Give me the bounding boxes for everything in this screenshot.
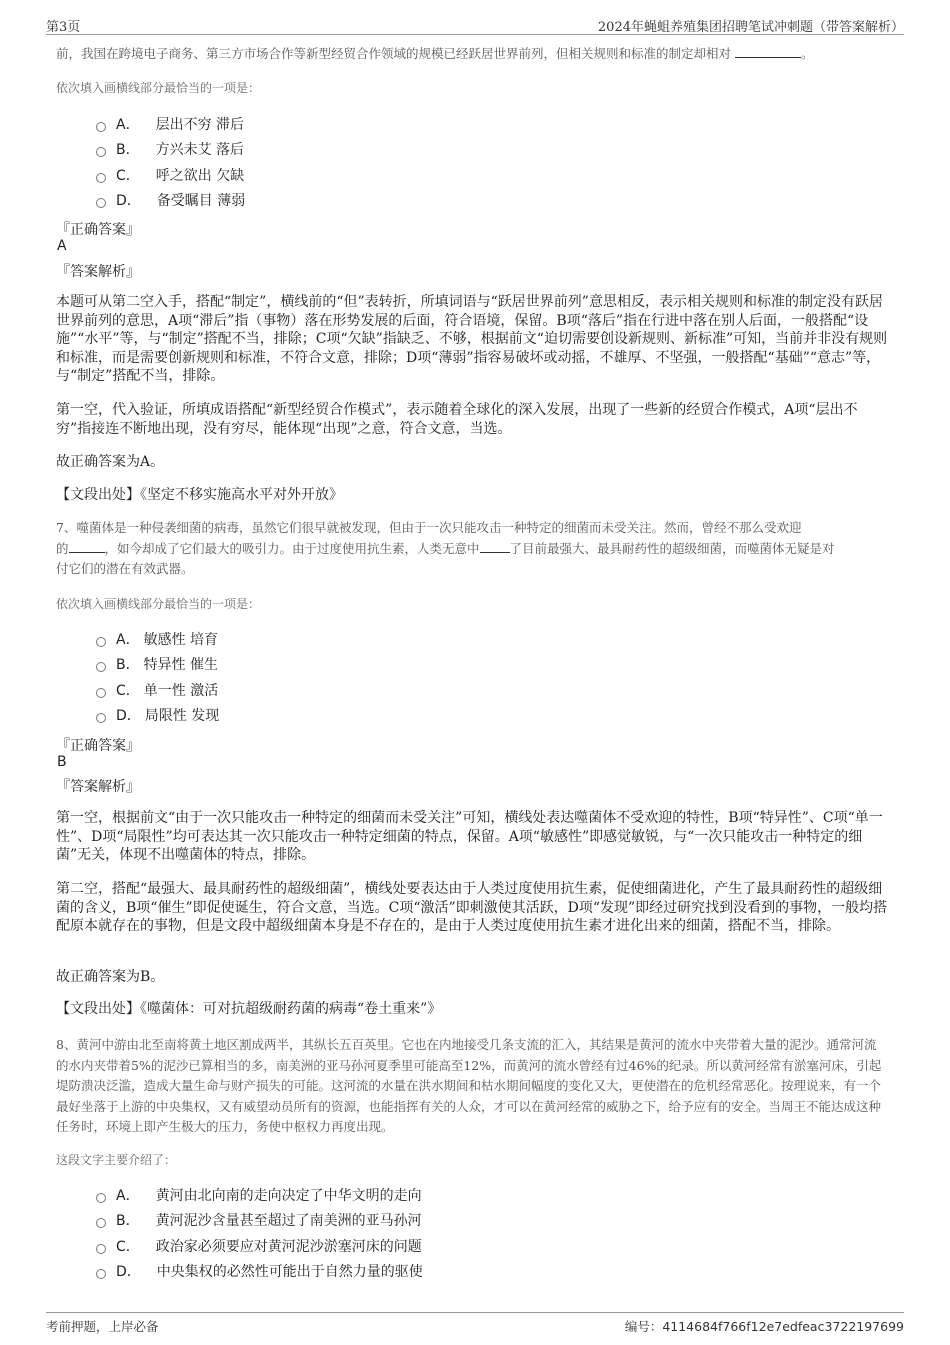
option-text: 局限性 发现 [144, 708, 220, 725]
q7-stem-line-3: 付它们的潜在有效武器。 [56, 561, 194, 576]
q6-stem-text: 前，我国在跨境电子商务、第三方市场合作等新型经贸合作领域的规模已经跃居世界前列，但相关规则和标准的制定却相对 [56, 46, 732, 61]
q8-option-b[interactable] [96, 1208, 696, 1234]
option-key: C． [116, 682, 140, 699]
q7-option-b[interactable] [96, 652, 696, 678]
option-key: D． [116, 708, 141, 725]
radio-icon[interactable] [96, 1244, 106, 1254]
option-key: B． [116, 657, 140, 674]
q8-option-d[interactable] [96, 1259, 696, 1285]
option-text: 呼之欲出 欠缺 [155, 167, 245, 184]
page-number: 第3页 [46, 20, 81, 35]
option-key: A． [116, 116, 140, 133]
option-key: B． [116, 1213, 140, 1230]
q7-analysis-label: 『答案解析』 [56, 779, 140, 795]
option-text: 中央集权的必然性可能出于自然力量的驱使 [156, 1264, 423, 1281]
q7-source: 【文段出处】《噬菌体：可对抗超级耐药菌的病毒“卷土重来”》 [56, 1001, 442, 1017]
q7-stem-line-1: 7、噬菌体是一种侵袭细菌的病毒，虽然它们很早就被发现，但由于一次只能攻击一种特定的细菌而未受关注。然而，曾经不那么受欢迎 [56, 520, 802, 535]
q6-answer: A [57, 238, 67, 254]
radio-icon[interactable] [96, 147, 106, 157]
q7-option-d[interactable] [96, 703, 696, 729]
q8-stem: 8、黄河中游由北至南将黄土地区割成两半，其纵长五百英里。它也在内地接受几条支流的汇入，其结果是黄河的流水中夹带着大量的泥沙。通常河流的水内夹带着5%的泥沙已算相当的多，南美洲的亚马孙河夏季里可能高至12%，而黄河的流水曾经有过46%的纪录。所以黄河经常有淤塞河床，引起堤防溃决泛滥，造成大量生命与财产损失的可能。这河流的水量在洪水期间和枯水期间幅度的变化又大，更使潜在的危机经常恶化。按理说来，有一个最好坐落于上游的中央集权，又有威望动员所有的资源，也能指挥有关的人众，才可以在黄河经常的威胁之下，给予应有的安全。当周王不能达成这种任务时，环境上即产生极大的压力，务使中枢权力再度出现。 [56, 1037, 882, 1134]
page-footer [46, 1312, 904, 1333]
option-key: A． [116, 1187, 140, 1204]
q7-prompt: 依次填入画横线部分最恰当的一项是： [56, 597, 261, 611]
radio-icon[interactable] [96, 1218, 106, 1228]
page-header [46, 14, 904, 35]
document-title: 2024年蝇蛆养殖集团招聘笔试冲刺题（带答案解析） [597, 20, 904, 35]
footer-slogan: 考前押题，上岸必备 [46, 1319, 159, 1334]
q6-analysis-label: 『答案解析』 [56, 264, 140, 280]
q8-option-a[interactable] [96, 1182, 696, 1208]
radio-icon[interactable] [96, 1193, 106, 1203]
q6-option-d[interactable] [96, 188, 696, 214]
q6-options [96, 111, 696, 213]
q8-options [96, 1182, 696, 1284]
option-text: 敏感性 培育 [143, 631, 219, 648]
q7-stem-part: 的 [56, 540, 69, 556]
radio-icon[interactable] [96, 1269, 106, 1279]
q6-answer-label: 『正确答案』 [56, 222, 140, 238]
q8-prompt: 这段文字主要介绍了： [56, 1153, 177, 1167]
document-id: 编号：4114684f766f12e7edfeac3722197699 [624, 1319, 904, 1334]
radio-icon[interactable] [96, 688, 106, 698]
option-key: B． [116, 142, 140, 159]
radio-icon[interactable] [96, 662, 106, 672]
q6-stem-end: 。 [801, 46, 814, 61]
option-text: 层出不穷 滞后 [155, 116, 245, 133]
q7-blank-2 [480, 540, 510, 553]
q7-blank-1 [69, 540, 105, 553]
q7-analysis-1: 第一空，根据前文“由于一次只能攻击一种特定的细菌而未受关注”可知，横线处表达噬菌体不受欢迎的特性，B项“特异性”、C项“单一性”、D项“局限性”均可表达其一次只能攻击一种特定细菌的特点，保留。A项“敏感性”即感觉敏锐，与“一次只能攻击一种特定的细菌”无关，体现不出噬菌体的特点，排除。 [56, 810, 883, 863]
q7-answer: B [57, 754, 67, 770]
option-text: 特异性 催生 [143, 657, 219, 674]
option-key: D． [116, 1264, 141, 1281]
q7-options [96, 626, 696, 728]
option-text: 黄河泥沙含量甚至超过了南美洲的亚马孙河 [155, 1213, 422, 1230]
option-text: 方兴未艾 落后 [155, 142, 245, 159]
q6-stem-tail [56, 44, 888, 65]
option-key: A． [116, 631, 140, 648]
q7-analysis-3: 故正确答案为B。 [56, 969, 165, 985]
q6-blank [735, 45, 801, 58]
q7-stem-line-2 [56, 539, 888, 560]
q6-analysis-2: 第一空，代入验证，所填成语搭配“新型经贸合作模式”，表示随着全球化的深入发展，出现了一些新的经贸合作模式，A项“层出不穷”指接连不断地出现，没有穷尽，能体现“出现”之意，符合文意，当选。 [56, 402, 858, 437]
q6-option-a[interactable] [96, 111, 696, 137]
radio-icon[interactable] [96, 713, 106, 723]
option-key: C． [116, 1238, 140, 1255]
option-key: C． [116, 167, 140, 184]
q7-stem-part: ，如今却成了它们最大的吸引力。由于过度使用抗生素，人类无意中 [104, 540, 480, 556]
option-text: 政治家必须要应对黄河泥沙淤塞河床的问题 [155, 1238, 422, 1255]
option-text: 备受瞩目 薄弱 [156, 193, 246, 210]
q6-analysis-3: 故正确答案为A。 [56, 454, 165, 470]
q7-stem-part: 了目前最强大、最具耐药性的超级细菌，而噬菌体无疑是对 [509, 540, 835, 556]
q7-option-c[interactable] [96, 677, 696, 703]
q7-analysis-2: 第二空，搭配“最强大、最具耐药性的超级细菌”，横线处要表达由于人类过度使用抗生素，促使细菌进化，产生了最具耐药性的超级细菌的含义，B项“催生”即促使诞生，符合文意，当选。C项“激活”即刺激使其活跃，D项“发现”即经过研究找到没看到的事物，一般均搭配原本就存在的事物，但是文段中超级细菌本身是不存在的，是由于人类过度使用抗生素才进化出来的细菌，搭配不当，排除。 [56, 881, 888, 934]
q6-analysis-1: 本题可从第二空入手，搭配“制定”，横线前的“但”表转折，所填词语与“跃居世界前列”意思相反，表示相关规则和标准的制定没有跃居世界前列的意思，A项“滞后”指（事物）落在形势发展的后面，符合语境，保留。B项“落后”指在行进中落在别人后面，一般搭配“设施”“水平”等，与“制定”搭配不当，排除；C项“欠缺”指缺乏、不够，根据前文“迫切需要创设新规则、新标准”可知，当前并非没有规则和标准，而是需要创新规则和标准，不符合文意，排除；D项“薄弱”指容易破坏或动摇，不雄厚、不坚强，一般搭配“基础”“意志”等，与“制定”搭配不当，排除。 [56, 294, 888, 384]
q8-option-c[interactable] [96, 1233, 696, 1259]
option-text: 黄河由北向南的走向决定了中华文明的走向 [155, 1187, 422, 1204]
radio-icon[interactable] [96, 198, 106, 208]
radio-icon[interactable] [96, 122, 106, 132]
q7-answer-label: 『正确答案』 [56, 738, 140, 754]
q6-source: 【文段出处】《坚定不移实施高水平对外开放》 [56, 487, 343, 503]
radio-icon[interactable] [96, 173, 106, 183]
q7-stem [56, 518, 888, 580]
q7-option-a[interactable] [96, 626, 696, 652]
radio-icon[interactable] [96, 637, 106, 647]
q6-option-c[interactable] [96, 162, 696, 188]
q6-option-b[interactable] [96, 137, 696, 163]
option-text: 单一性 激活 [143, 682, 219, 699]
q6-prompt: 依次填入画横线部分最恰当的一项是： [56, 81, 261, 95]
option-key: D． [116, 193, 141, 210]
